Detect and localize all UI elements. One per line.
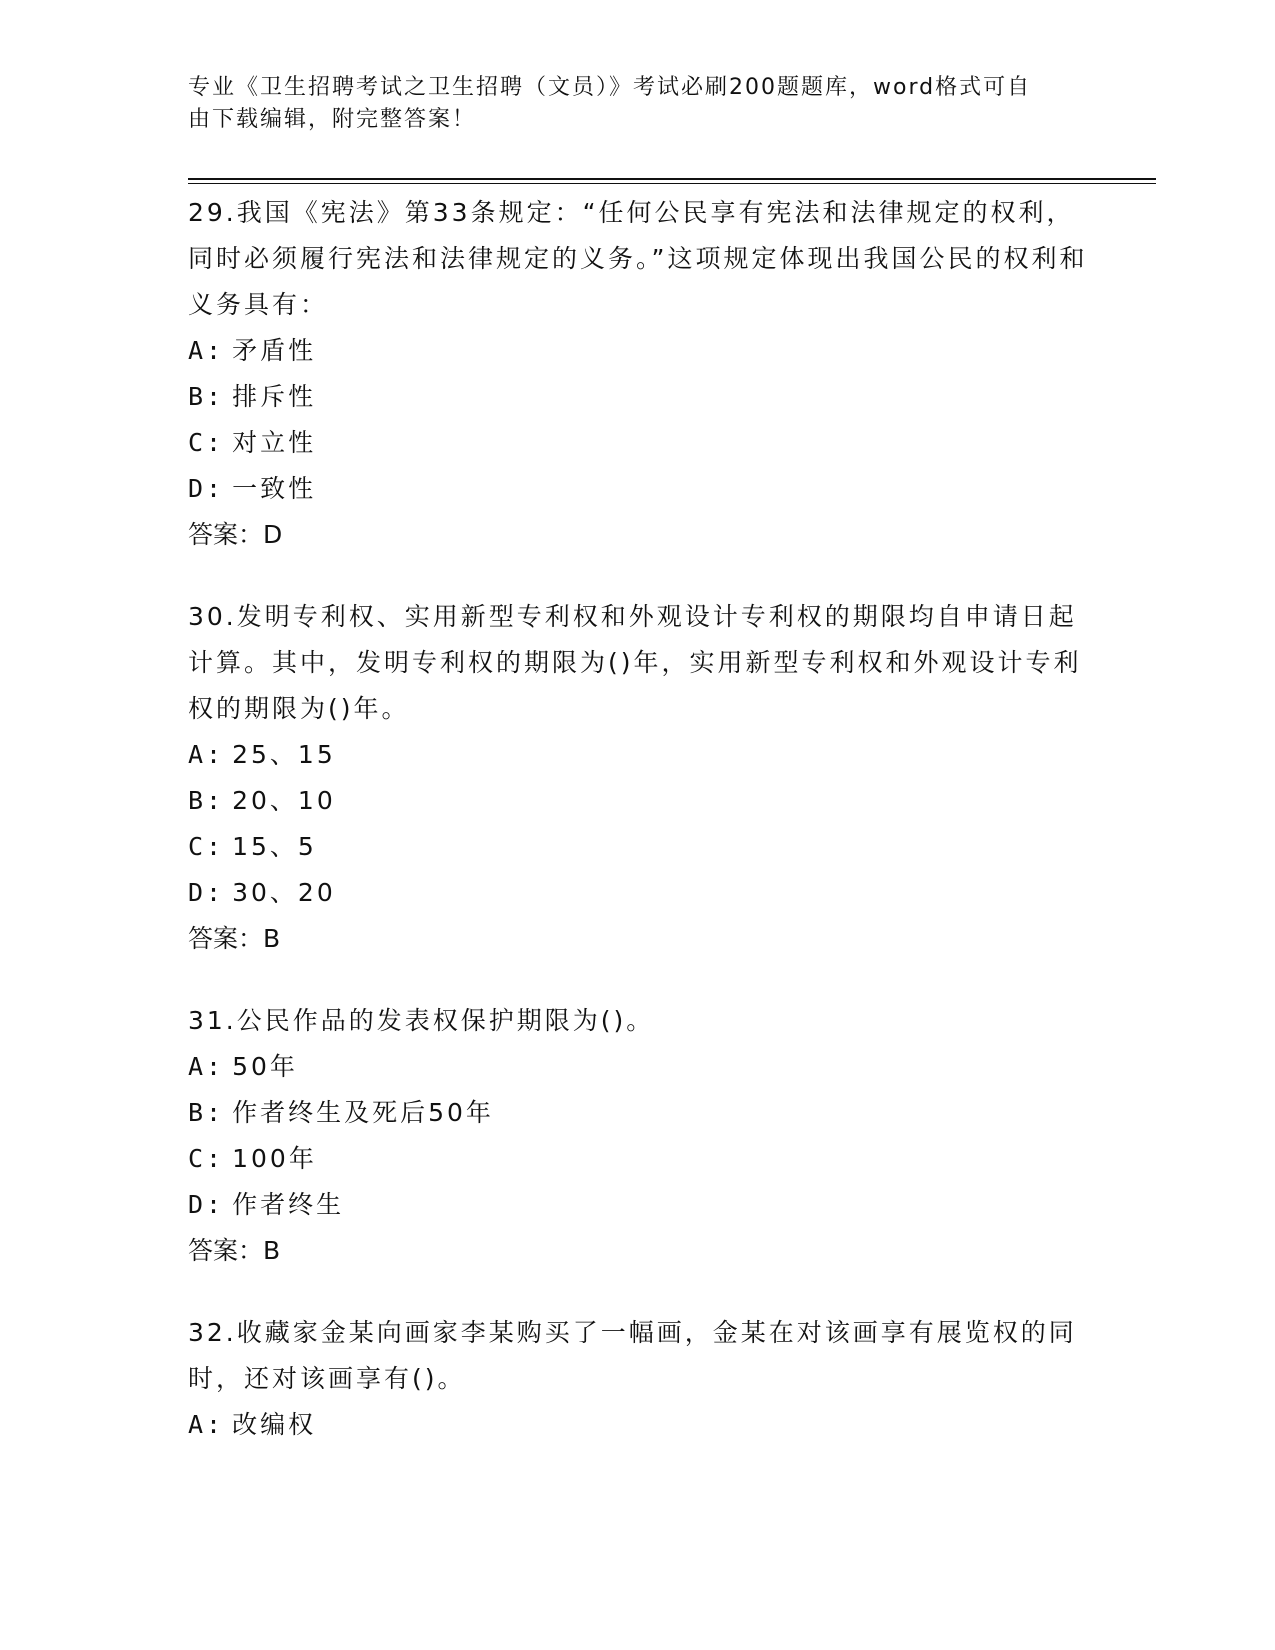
option-letter: B: <box>188 382 225 411</box>
answer-line: 答案：D <box>188 520 283 549</box>
option-b <box>188 778 1088 824</box>
option-letter: C: <box>188 428 225 457</box>
question-stem: 30.发明专利权、实用新型专利权和外观设计专利权的期限均自申请日起计算。其中，发明专利权的期限为()年，实用新型专利权和外观设计专利权的期限为()年。 <box>188 602 1082 723</box>
question-list <box>188 190 1088 1484</box>
answer-line: 答案：B <box>188 924 281 953</box>
option-letter: A: <box>188 1052 225 1081</box>
document-header <box>188 72 1068 136</box>
question-30 <box>188 594 1088 962</box>
option-letter: D: <box>188 1190 225 1219</box>
option-c <box>188 1136 1088 1182</box>
option-text: 排斥性 <box>232 382 317 411</box>
option-letter: C: <box>188 1144 225 1173</box>
option-text: 50年 <box>232 1052 298 1081</box>
answer-line: 答案：B <box>188 1236 281 1265</box>
option-letter: D: <box>188 474 225 503</box>
option-b <box>188 1090 1088 1136</box>
question-29 <box>188 190 1088 558</box>
option-letter: D: <box>188 878 225 907</box>
question-stem: 32.收藏家金某向画家李某购买了一幅画，金某在对该画享有展览权的同时，还对该画享有()。 <box>188 1318 1077 1393</box>
option-letter: C: <box>188 832 225 861</box>
option-a <box>188 328 1088 374</box>
option-text: 30、20 <box>232 878 336 907</box>
option-c <box>188 420 1088 466</box>
option-text: 矛盾性 <box>232 336 317 365</box>
header-line-1: 专业《卫生招聘考试之卫生招聘（文员）》考试必刷200题题库，word格式可自 <box>188 75 1032 100</box>
option-d <box>188 1182 1088 1228</box>
option-text: 15、5 <box>232 832 317 861</box>
option-b <box>188 374 1088 420</box>
header-divider-thin <box>188 183 1156 184</box>
question-31 <box>188 998 1088 1274</box>
option-letter: B: <box>188 1098 225 1127</box>
option-text: 改编权 <box>232 1410 317 1439</box>
option-a <box>188 732 1088 778</box>
option-letter: A: <box>188 740 225 769</box>
header-line-2: 由下载编辑，附完整答案！ <box>188 107 477 132</box>
option-letter: B: <box>188 786 225 815</box>
option-text: 25、15 <box>232 740 336 769</box>
option-d <box>188 870 1088 916</box>
option-text: 20、10 <box>232 786 336 815</box>
option-d <box>188 466 1088 512</box>
option-a <box>188 1402 1088 1448</box>
header-divider-thick <box>188 178 1156 180</box>
option-text: 100年 <box>232 1144 317 1173</box>
option-text: 一致性 <box>232 474 317 503</box>
option-text: 对立性 <box>232 428 317 457</box>
option-c <box>188 824 1088 870</box>
question-32 <box>188 1310 1088 1448</box>
option-letter: A: <box>188 1410 225 1439</box>
option-text: 作者终生及死后50年 <box>232 1098 494 1127</box>
question-stem: 31.公民作品的发表权保护期限为()。 <box>188 1006 655 1035</box>
question-stem: 29.我国《宪法》第33条规定：“任何公民享有宪法和法律规定的权利，同时必须履行宪法和法律规定的义务。”这项规定体现出我国公民的权利和义务具有： <box>188 198 1088 319</box>
option-a <box>188 1044 1088 1090</box>
option-letter: A: <box>188 336 225 365</box>
option-text: 作者终生 <box>232 1190 345 1219</box>
